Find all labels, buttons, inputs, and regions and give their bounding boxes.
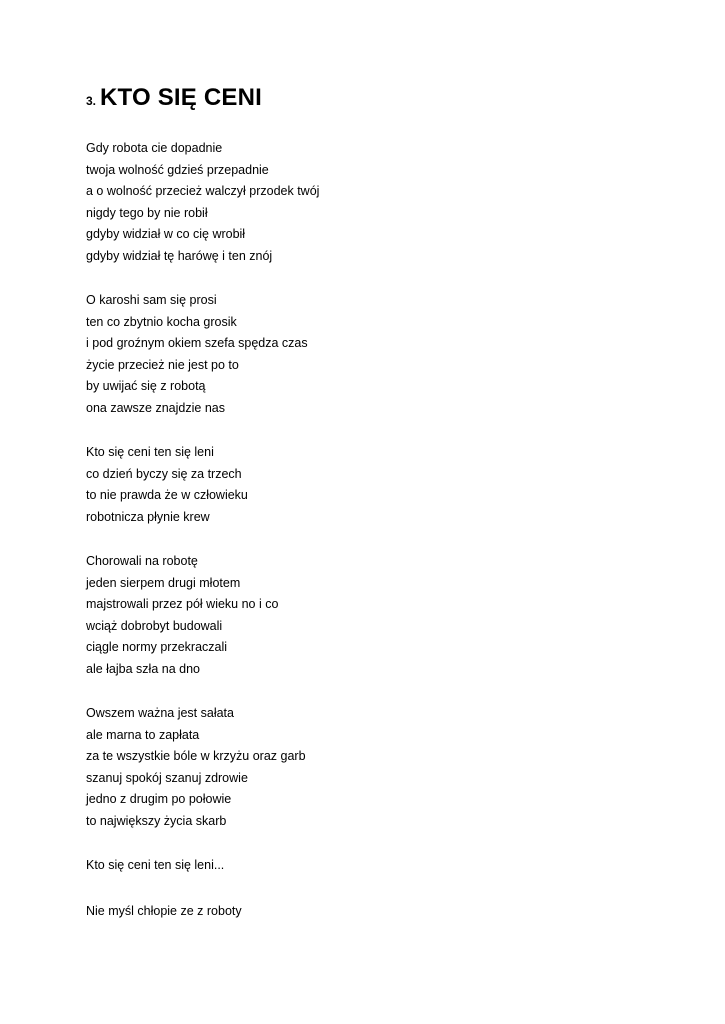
poem-line: to nie prawda że w człowieku [86,488,248,502]
poem-line: ona zawsze znajdzie nas [86,401,225,415]
poem-line: jedno z drugim po połowie [86,792,232,806]
poem-line: gdyby widział tę harówę i ten znój [86,249,273,263]
poem-line: twoja wolność gdzieś przepadnie [86,163,269,177]
poem-line: nigdy tego by nie robił [86,206,208,220]
poem-line: ten co zbytnio kocha grosik [86,315,237,329]
poem-line: ale marna to zapłata [86,728,200,742]
poem-line: Kto się ceni ten się leni [86,445,214,459]
poem-line: by uwijać się z robotą [86,379,206,393]
title-number: 3. [86,94,97,108]
poem-line: O karoshi sam się prosi [86,293,217,307]
poem-line: a o wolność przecież walczył przodek twój [86,184,320,198]
poem-line: ale łajba szła na dno [86,662,200,676]
poem-line: ciągle normy przekraczali [86,640,228,654]
poem-line: wciąż dobrobyt budowali [86,619,223,633]
poem-line: Gdy robota cie dopadnie [86,141,223,155]
poem-line: Owszem ważna jest sałata [86,706,234,720]
poem-line: Kto się ceni ten się leni... [86,858,225,872]
poem-line: szanuj spokój szanuj zdrowie [86,771,248,785]
poem-line: robotnicza płynie krew [86,510,210,524]
poem-line: majstrowali przez pół wieku no i co [86,597,279,611]
page-title [86,86,262,110]
poem-line: to największy życia skarb [86,814,227,828]
poem-line: i pod groźnym okiem szefa spędza czas [86,336,308,350]
poem-line: życie przecież nie jest po to [86,358,239,372]
poem-line: za te wszystkie bóle w krzyżu oraz garb [86,749,306,763]
poem-line: gdyby widział w co cię wrobił [86,227,246,241]
title-text: KTO SIĘ CENI [100,84,263,111]
poem-line: Nie myśl chłopie ze z roboty [86,904,242,918]
poem-line: jeden sierpem drugi młotem [86,576,241,590]
poem-line: Chorowali na robotę [86,554,198,568]
poem-line: co dzień byczy się za trzech [86,467,242,481]
